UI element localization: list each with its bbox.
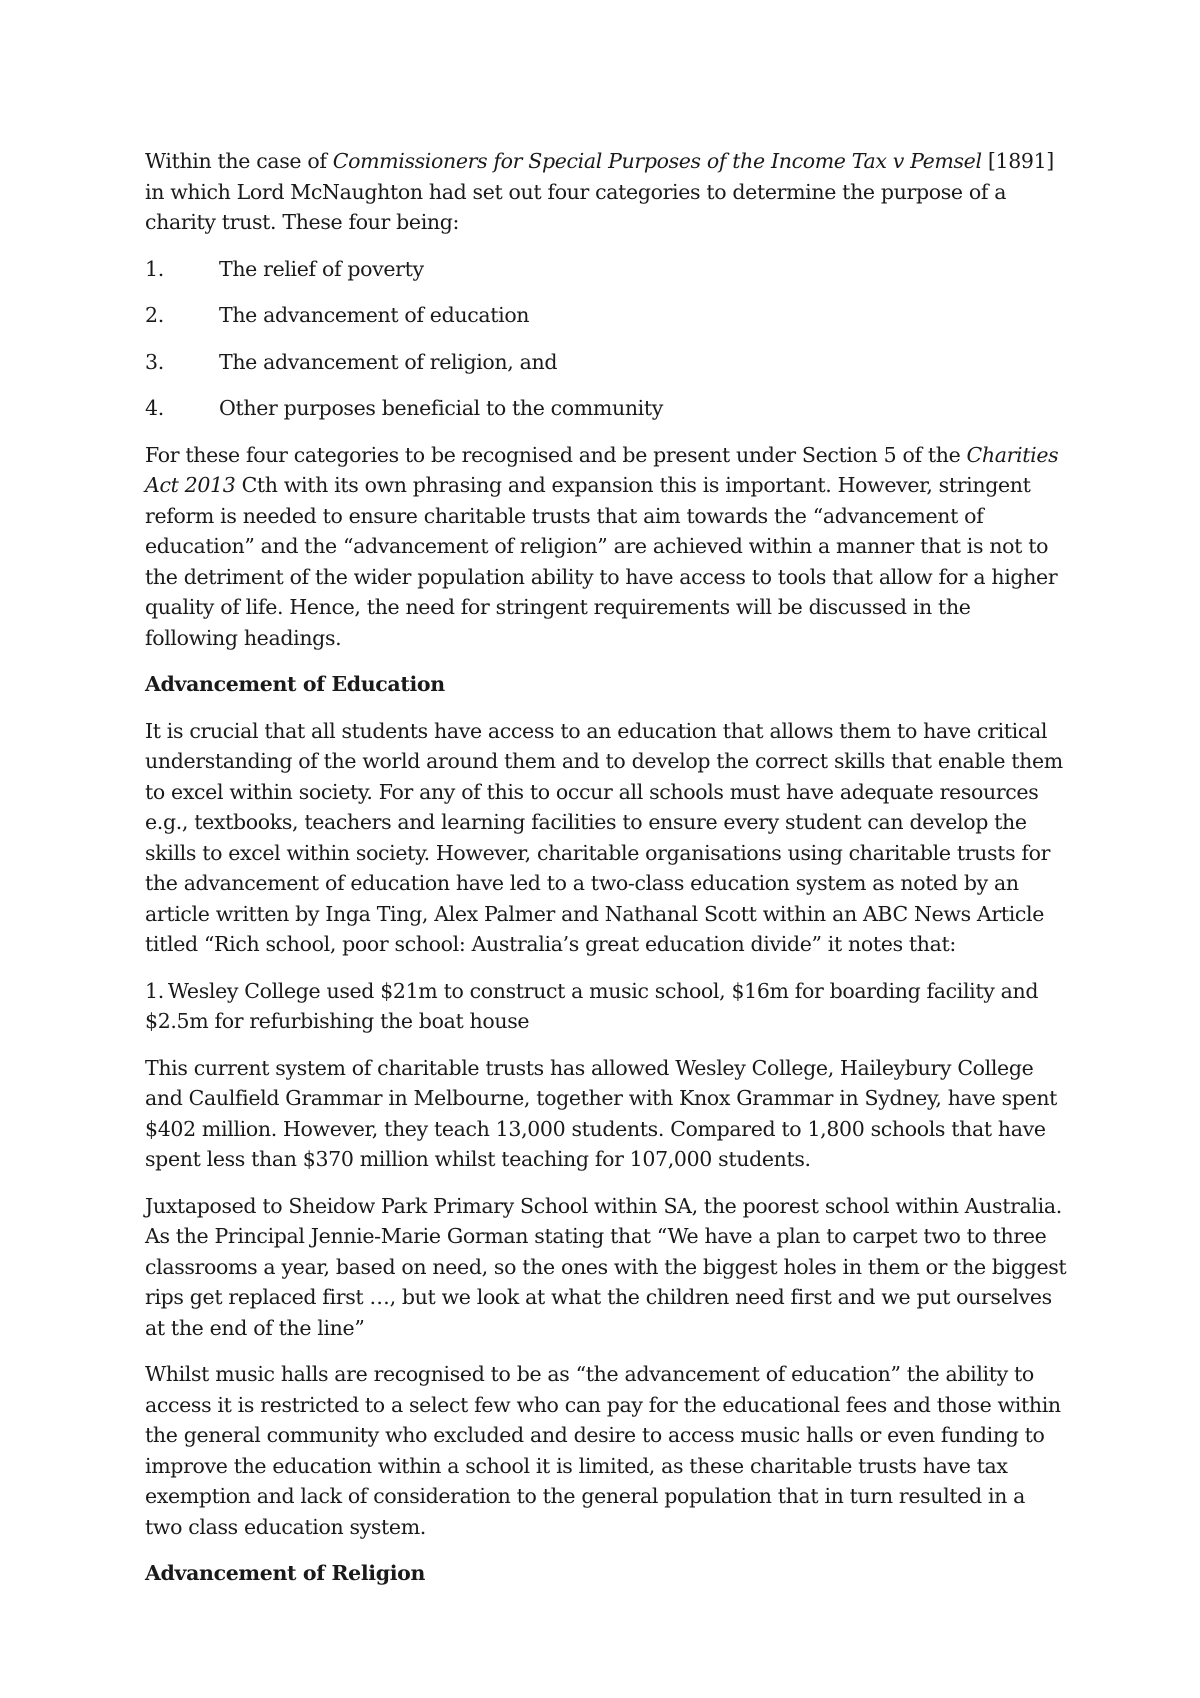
list-item [145, 254, 1067, 285]
list-text: The relief of poverty [219, 256, 424, 281]
education-paragraph: It is crucial that all students have access to an education that allows them to have critical understanding of the world around them and to develop the correct skills that enable them to excel within society. For any of this to occur all schools must have adequate resources e.g., textbooks, teachers and learning facilities to ensure every student can develop the skills to excel within society. However, charitable organisations using charitable trusts for the advancement of education have led to a two-class education system as noted by an article written by Inga Ting, Alex Palmer and Nathanal Scott within an ABC News Article titled “Rich school, poor school: Australia’s great education divide” it notes that: [145, 718, 1063, 956]
list-item [145, 393, 1067, 424]
point-number: 1. [145, 978, 164, 1003]
list-text: The advancement of religion, and [219, 349, 558, 374]
list-number: 1. [145, 256, 164, 281]
charities-act-paragraph: For these four categories to be recognised and be present under Section 5 of the Charities Act 2013 Cth with its own phrasing and expansion this is important. However, stringent reform is needed to ensure charitable trusts that aim towards the “advancement of education” and the “advancement of religion” are achieved within a manner that is not to the detriment of the wider population ability to have access to tools that allow for a higher quality of life. Hence, the need for stringent requirements will be discussed in the following headings. [145, 442, 1059, 650]
act-name: Charities Act 2013 [145, 442, 1059, 497]
sheidow-paragraph: Juxtaposed to Sheidow Park Primary School within SA, the poorest school within Australia. As the Principal Jennie-Marie Gorman stating that “We have a plan to carpet two to three classrooms a year, based on need, so the ones with the biggest holes in them or the biggest rips get replaced first …, but we look at what the children need first and we put ourselves at the end of the line” [145, 1193, 1067, 1340]
document-body [145, 146, 1067, 1605]
point-text: Wesley College used $21m to construct a music school, $16m for boarding facility and $2.5m for refurbishing the boat house [145, 978, 1039, 1033]
list-number: 3. [145, 349, 164, 374]
intro-paragraph: Within the case of Commissioners for Special Purposes of the Income Tax v Pemsel [1891] in which Lord McNaughton had set out four categories to determine the purpose of a charity trust. These four being: [145, 149, 1054, 234]
heading-religion: Advancement of Religion [145, 1561, 426, 1585]
case-name: Commissioners for Special Purposes of the Income Tax v Pemsel [332, 149, 982, 173]
list-text: Other purposes beneficial to the community [219, 396, 664, 420]
point-paragraph [145, 976, 1067, 1037]
list-text: The advancement of education [219, 303, 530, 327]
heading-education: Advancement of Education [145, 672, 445, 696]
list-item [145, 347, 1067, 378]
list-number: 4. [145, 396, 164, 420]
music-halls-paragraph: Whilst music halls are recognised to be as “the advancement of education” the ability to access it is restricted to a select few who can pay for the educational fees and those within the general community who excluded and desire to access music halls or even funding to improve the education within a school it is limited, as these charitable trusts have tax exemption and lack of consideration to the general population that in turn resulted in a two class education system. [145, 1362, 1061, 1539]
list-item [145, 300, 1067, 331]
list-number: 2. [145, 303, 164, 327]
spending-paragraph: This current system of charitable trusts has allowed Wesley College, Haileybury College and Caulfield Grammar in Melbourne, together with Knox Grammar in Sydney, have spent $402 million. However, they teach 13,000 students. Compared to 1,800 schools that have spent less than $370 million whilst teaching for 107,000 students. [145, 1055, 1058, 1171]
